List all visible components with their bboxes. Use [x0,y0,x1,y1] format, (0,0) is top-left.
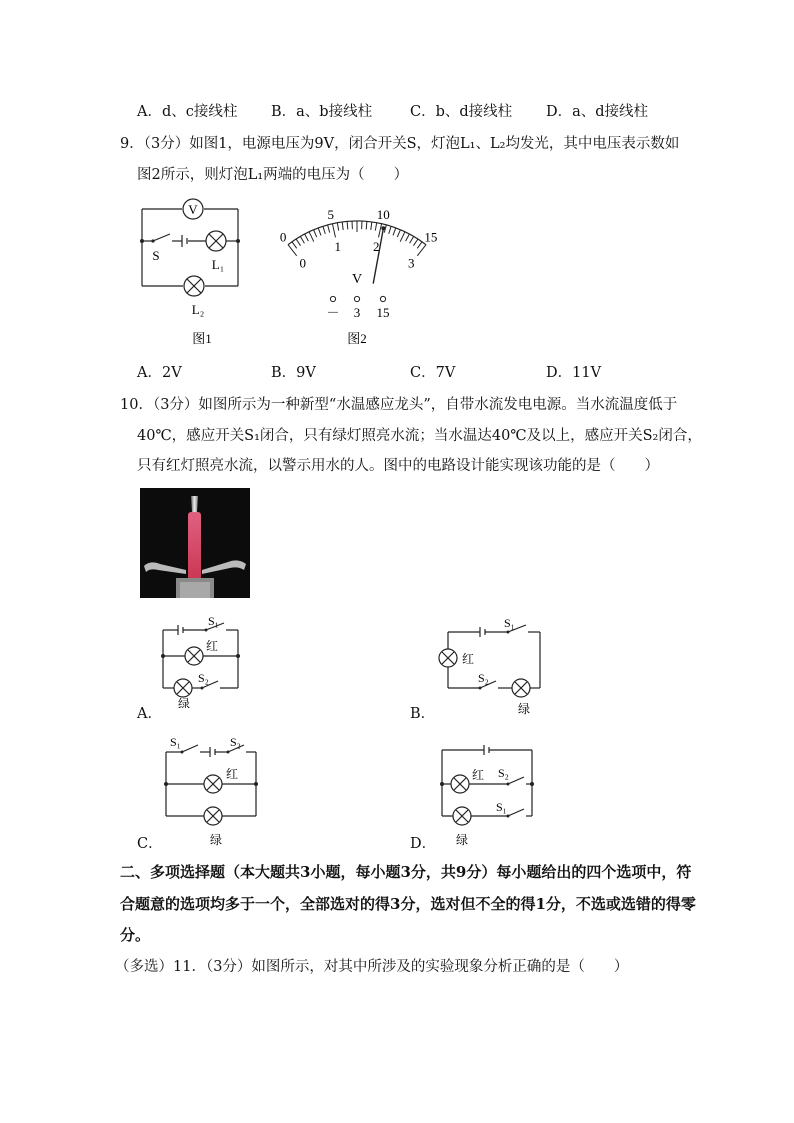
b-green-label: 绿 [518,702,531,716]
circuit-c [160,732,264,850]
section2-heading-line2: 合题意的选项均多于一个，全部选对的得3分，选对但不全的得1分，不选或选错的得零 [120,895,696,913]
circuit-b [436,612,546,718]
circuit-b-label: B． [410,706,436,722]
dial-tick [305,234,309,241]
d-s2-label: S₂ [498,766,509,780]
dial-tick [389,226,391,234]
dial-tick [342,222,343,230]
q9-option-d: D．11V [546,365,602,381]
circuit-a-label: A． [137,706,162,722]
q9-option-a: A．2V [137,365,182,381]
d-green-label: 绿 [456,833,469,847]
dial-tick [371,222,372,230]
section2-heading-line1: 二、多项选择题（本大题共3小题，每小题3分，共9分）每小题给出的四个选项中，符 [120,863,692,881]
dial-unit-label: V [351,272,363,287]
q8-option-d: D．a、d接线柱 [546,104,649,120]
b-s1-label: S₁ [504,616,515,630]
q10-stem-line3: 只有红灯照亮水流，以警示用水的人。图中的电路设计能实现该功能的是（ ） [137,458,659,474]
c-s2-label: S₂ [230,735,241,749]
c-green-label: 绿 [210,833,223,847]
dial-outer-tick-label: 15 [424,229,438,245]
dial-tick [379,224,382,238]
terminal-3: 3 [353,305,361,320]
a-s1-label: S₁ [208,614,219,628]
q10-stem-line2: 40℃，感应开关S₁闭合，只有绿灯照亮水流；当水温达40℃及以上，感应开关S₂闭合， [137,428,702,444]
a-green-label: 绿 [178,697,191,708]
dial-tick [323,226,325,234]
d-s1-label: S₁ [496,800,507,814]
circuit-c-label: C． [137,836,163,852]
dial-tick [309,232,314,242]
q8-option-b: B．a、b接线柱 [271,104,373,120]
dial-tick [314,230,317,237]
b-red-label: 红 [462,652,475,666]
dial-inner-tick-label: 2 [373,239,380,255]
section2-heading-line3: 分。 [120,926,151,944]
a-red-label: 红 [206,639,219,653]
q9-stem-line1: 9．（3分）如图1，电源电压为9V，闭合开关S，灯泡L₁、L₂均发光，其中电压表示数如 [120,136,680,152]
dial-outer-tick-label: 5 [327,206,334,222]
terminal-negative: － [326,305,340,320]
q11-stem-line1: （多选）11．（3分）如图所示，对其中所涉及的实验现象分析正确的是（ ） [115,959,629,975]
circuit-a [160,612,250,708]
dial-tick [400,232,405,242]
dial-tick [410,236,414,243]
dial-tick [292,242,297,249]
dial-tick [397,230,400,237]
d-red-label: 红 [472,768,485,782]
switch-label: S [152,248,160,263]
terminal-15: 15 [376,305,390,320]
q9-figure1-circuit [130,193,250,353]
q9-stem-line2: 图2所示，则灯泡L₁两端的电压为（ ） [137,167,409,183]
q8-option-a: A．d、c接线柱 [137,104,238,120]
figure2-caption: 图2 [347,331,367,346]
dial-tick [393,228,396,236]
dial-outer-tick-label: 0 [279,229,287,245]
dial-inner-tick-label: 0 [299,255,307,271]
q9-figure2-voltmeter-dial [255,193,465,353]
q8-option-c: C．b、d接线柱 [410,104,513,120]
faucet-photo [140,488,250,598]
lamp-l2-label: L₂ [191,302,205,317]
q9-option-b: B．9V [271,365,316,381]
dial-needle-tip [381,226,385,230]
dial-tick [337,223,338,231]
lamp-l1-label: L₁ [211,257,225,272]
dial-tick [328,225,330,233]
q10-stem-line1: 10．（3分）如图所示为一种新型“水温感应龙头”，自带水流发电电源。当水流温度低于 [120,397,678,413]
dial-tick [332,224,335,238]
c-s1-label: S₁ [170,735,181,749]
dial-inner-tick-label: 1 [334,239,341,255]
voltmeter-label: V [188,202,198,217]
figure1-caption: 图1 [192,331,212,346]
a-s2-label: S₂ [198,671,209,685]
dial-tick [347,221,348,229]
circuit-d-label: D． [410,836,437,852]
dial-tick [414,239,418,246]
dial-tick [375,223,376,231]
dial-tick [417,242,422,249]
dial-tick [406,234,410,241]
dial-tick [318,228,321,236]
c-red-label: 红 [226,767,239,781]
circuit-d [436,738,540,850]
q9-option-c: C．7V [410,365,456,381]
dial-tick [296,239,300,246]
dial-inner-tick-label: 3 [407,255,415,271]
dial-tick [366,221,367,229]
b-s2-label: S₂ [478,671,489,685]
dial-tick [300,236,304,243]
dial-outer-tick-label: 10 [376,206,390,222]
